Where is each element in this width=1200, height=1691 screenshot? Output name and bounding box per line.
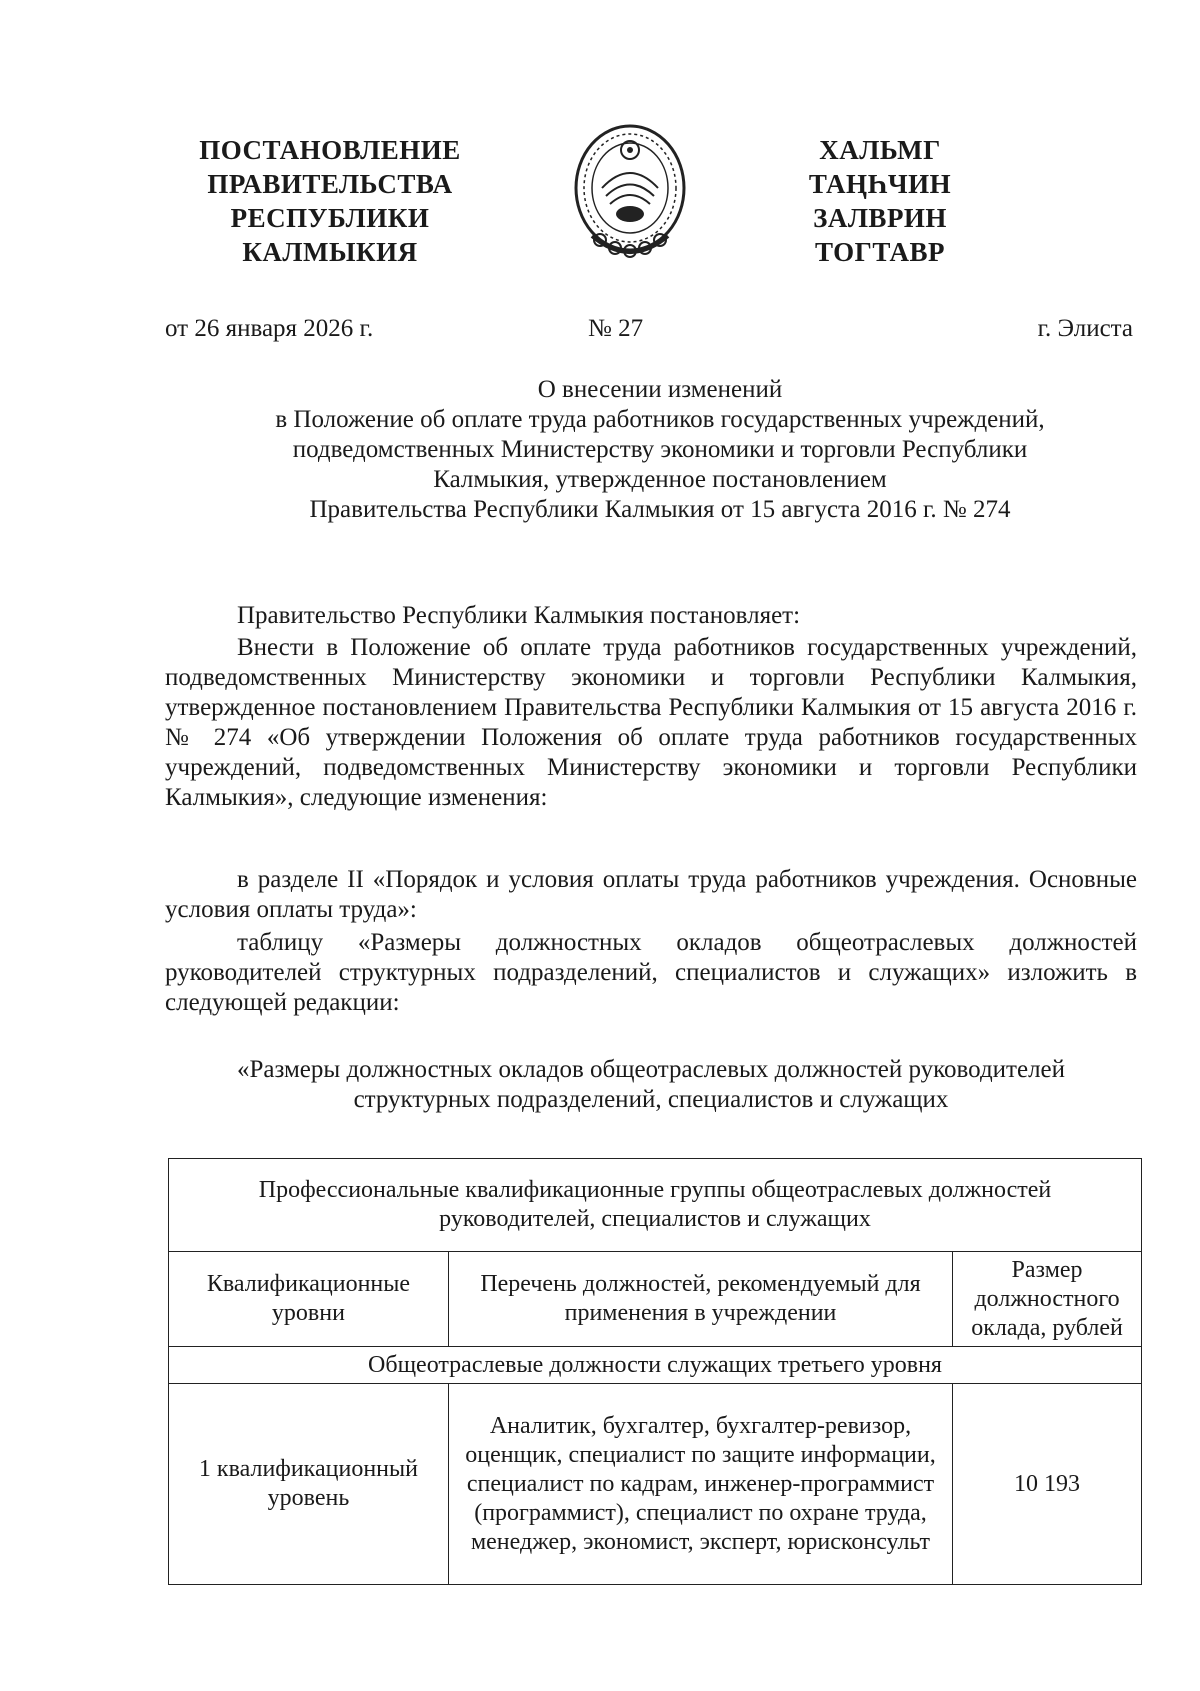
document-city: г. Элиста [1037, 315, 1133, 342]
header-right-line: ХАЛЬМГ [819, 135, 941, 165]
header-right-line: ЗАЛВРИН [813, 203, 947, 233]
title-line: О внесении изменений [537, 376, 783, 403]
document-type-kalmyk [780, 133, 980, 269]
table-row [169, 1252, 1142, 1347]
table-title [165, 1055, 1137, 1115]
group-row: Общеотраслевые должности служащих третьего уровня [169, 1347, 1142, 1384]
header-right-line: ТАҢҺЧИН [808, 169, 952, 199]
header-left-line: ПОСТАНОВЛЕНИЕ [199, 135, 461, 165]
coat-of-arms-icon [570, 118, 690, 268]
table-row [169, 1159, 1142, 1252]
document-title [200, 375, 1120, 525]
table-row [169, 1347, 1142, 1384]
header-left-line: РЕСПУБЛИКИ [230, 203, 430, 233]
document-date: от 26 января 2026 г. [165, 315, 374, 342]
title-line: Правительства Республики Калмыкия от 15 августа 2016 г. № 274 [309, 496, 1011, 523]
table-header-top: Профессиональные квалификационные группы общеотраслевых должностей руководителей, специалистов и служащих [169, 1159, 1142, 1252]
position-list: Аналитик, бухгалтер, бухгалтер-ревизор, оценщик, специалист по защите информации, специалист по кадрам, инженер-программист (программист), специалист по охране труда, менеджер, экономист, эксперт, юрисконсульт [448, 1384, 952, 1585]
table-title-line: структурных подразделений, специалистов и служащих [353, 1086, 949, 1113]
column-header-positions: Перечень должностей, рекомендуемый для применения в учреждении [448, 1252, 952, 1347]
header-left-line: ПРАВИТЕЛЬСТВА [207, 169, 453, 199]
qualification-level: 1 квалификационный уровень [169, 1384, 449, 1585]
paragraph-2: в разделе II «Порядок и условия оплаты труда работников учреждения. Основные условия оплаты труда»: [165, 866, 1137, 923]
document-type-russian [165, 133, 495, 269]
column-header-salary: Размер должностного оклада, рублей [953, 1252, 1142, 1347]
table-row [169, 1384, 1142, 1585]
decree-line: Правительство Республики Калмыкия постановляет: [237, 602, 801, 629]
title-line: подведомственных Министерству экономики и торговли Республики [292, 436, 1028, 463]
table-title-line: «Размеры должностных окладов общеотраслевых должностей руководителей [236, 1056, 1066, 1083]
column-header-levels: Квалификационные уровни [169, 1252, 449, 1347]
title-line: Калмыкия, утвержденное постановлением [433, 466, 887, 493]
salary-amount: 10 193 [953, 1384, 1142, 1585]
title-line: в Положение об оплате труда работников государственных учреждений, [275, 406, 1045, 433]
paragraph-1: Внести в Положение об оплате труда работников государственных учреждений, подведомственных Министерству экономики и торговли Республики Калмыкия, утвержденное постановлением Правительства Республики Калмыкия от 15 августа 2016 г. № 274 «Об утверждении Положения об оплате труда работников государственных учреждений, подведомственных Министерству экономики и торговли Республики Калмыкия», следующие изменения: [165, 634, 1137, 811]
header-right-line: ТОГТАВР [815, 237, 945, 267]
salary-table [168, 1158, 1142, 1585]
paragraph-3: таблицу «Размеры должностных окладов общеотраслевых должностей руководителей структурных подразделений, специалистов и служащих» изложить в следующей редакции: [165, 929, 1137, 1016]
header-left-line: КАЛМЫКИЯ [242, 237, 418, 267]
document-number: № 27 [588, 315, 644, 342]
